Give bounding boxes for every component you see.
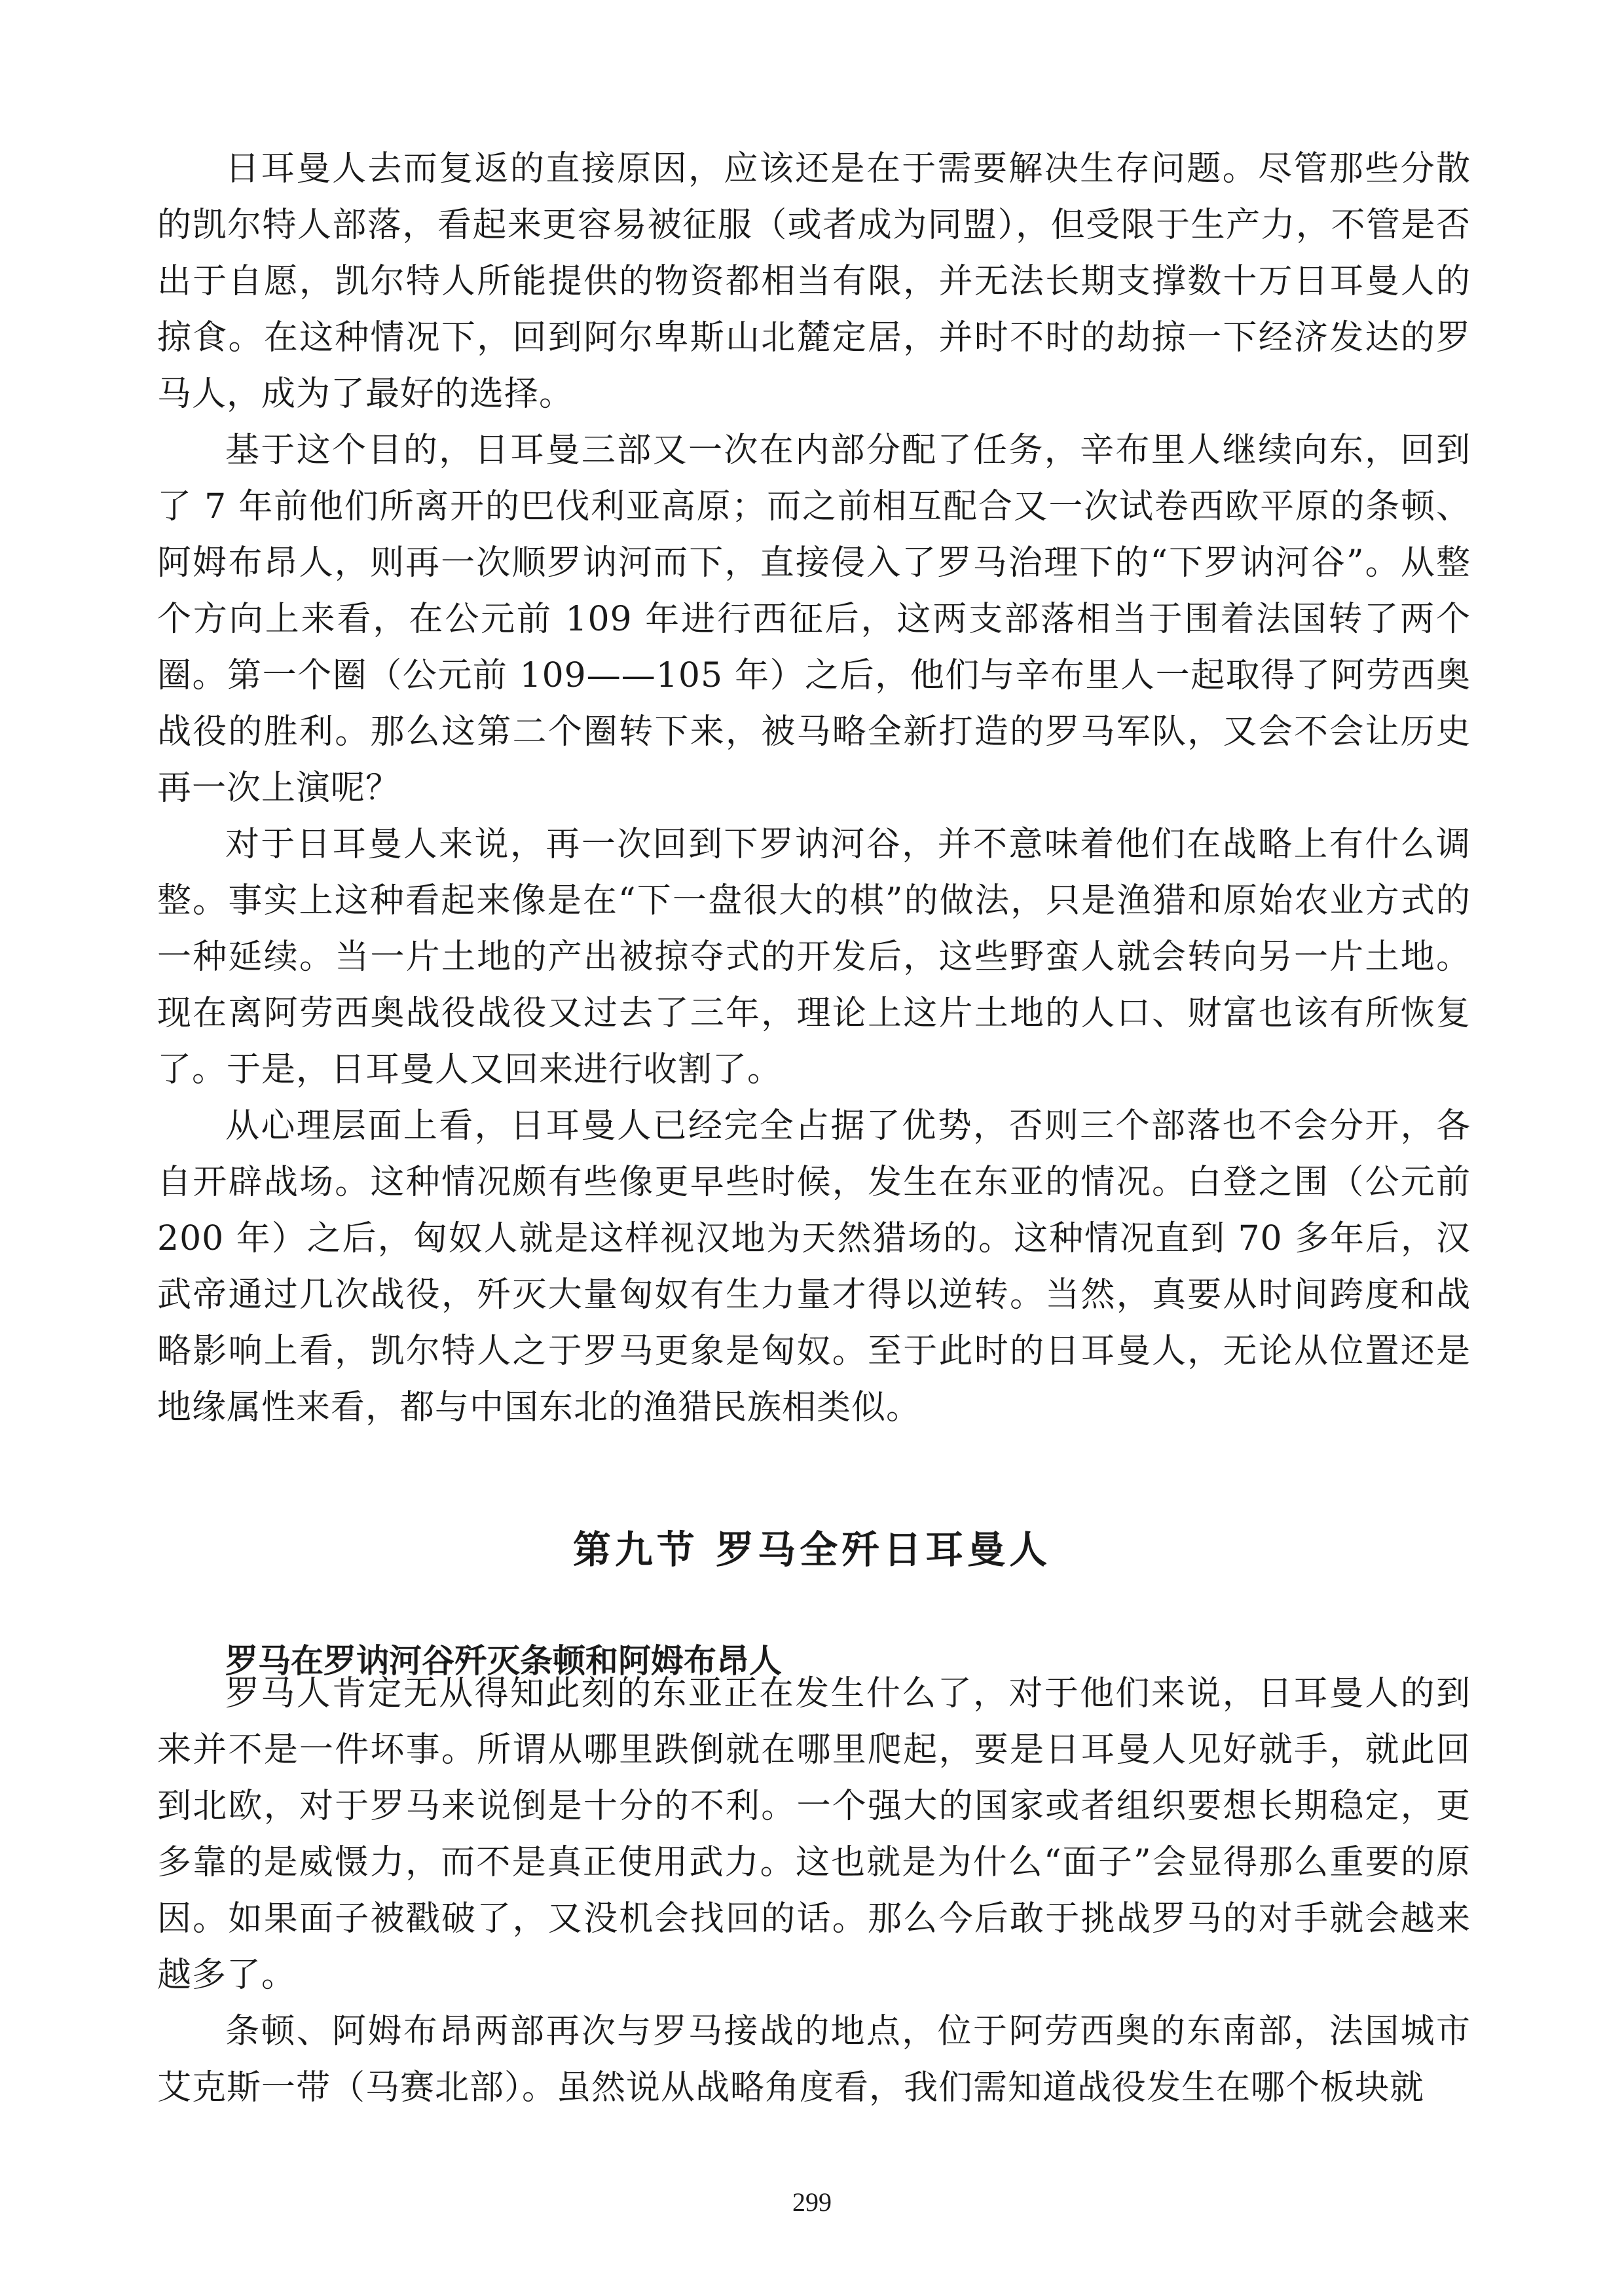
paragraph: 从心理层面上看，日耳曼人已经完全占据了优势，否则三个部落也不会分开，各自开辟战场。这种情况颇有些像更早些时候，发生在东亚的情况。白登之围（公元前 200 年）之后，匈奴人就是这样视汉地为天然猎场的。这种情况直到 70 多年后，汉武帝通过几次战役，歼灭大量匈奴有生力量才得以逆转。当然，真要从时间跨度和战略影响上看，凯尔特人之于罗马更象是匈奴。至于此时的日耳曼人，无论从位置还是地缘属性来看，都与中国东北的渔猎民族相类似。 [157,1106,1471,1427]
body-text-bottom [157,1666,1471,2116]
paragraph: 罗马人肯定无从得知此刻的东亚正在发生什么了，对于他们来说，日耳曼人的到来并不是一件坏事。所谓从哪里跌倒就在哪里爬起，要是日耳曼人见好就手，就此回到北欧，对于罗马来说倒是十分的不利。一个强大的国家或者组织要想长期稳定，更多靠的是威慑力，而不是真正使用武力。这也就是为什么“面子”会显得那么重要的原因。如果面子被戳破了，又没机会找回的话。那么今后敢于挑战罗马的对手就会越来越多了。 [157,1674,1471,1995]
section-title: 第九节 罗马全歼日耳曼人 [572,1527,1052,1572]
paragraph: 条顿、阿姆布昂两部再次与罗马接战的地点，位于阿劳西奥的东南部，法国城市艾克斯一带（马赛北部）。虽然说从战略角度看，我们需知道战役发生在哪个板块就 [157,2012,1471,2107]
paragraph: 日耳曼人去而复返的直接原因，应该还是在于需要解决生存问题。尽管那些分散的凯尔特人部落，看起来更容易被征服（或者成为同盟），但受限于生产力，不管是否出于自愿，凯尔特人所能提供的物资都相当有限，并无法长期支撑数十万日耳曼人的掠食。在这种情况下，回到阿尔卑斯山北麓定居，并时不时的劫掠一下经济发达的罗马人，成为了最好的选择。 [157,149,1471,414]
body-text-top [157,141,1471,1436]
paragraph: 基于这个目的，日耳曼三部又一次在内部分配了任务，辛布里人继续向东，回到了 7 年前他们所离开的巴伐利亚高原；而之前相互配合又一次试卷西欧平原的条顿、阿姆布昂人，则再一次顺罗讷河而下，直接侵入了罗马治理下的“下罗讷河谷”。从整个方向上来看，在公元前 109 年进行西征后，这两支部落相当于围着法国转了两个圈。第一个圈（公元前 109——105 年）之后，他们与辛布里人一起取得了阿劳西奥战役的胜利。那么这第二个圈转下来，被马略全新打造的罗马军队，又会不会让历史再一次上演呢？ [157,431,1471,808]
sub-heading: 罗马在罗讷河谷歼灭条顿和阿姆布昂人 [225,1642,782,1680]
page-number: 299 [792,2187,832,2217]
paragraph: 对于日耳曼人来说，再一次回到下罗讷河谷，并不意味着他们在战略上有什么调整。事实上这种看起来像是在“下一盘很大的棋”的做法，只是渔猎和原始农业方式的一种延续。当一片土地的产出被掠夺式的开发后，这些野蛮人就会转向另一片土地。现在离阿劳西奥战役战役又过去了三年，理论上这片土地的人口、财富也该有所恢复了。于是，日耳曼人又回来进行收割了。 [157,825,1471,1089]
